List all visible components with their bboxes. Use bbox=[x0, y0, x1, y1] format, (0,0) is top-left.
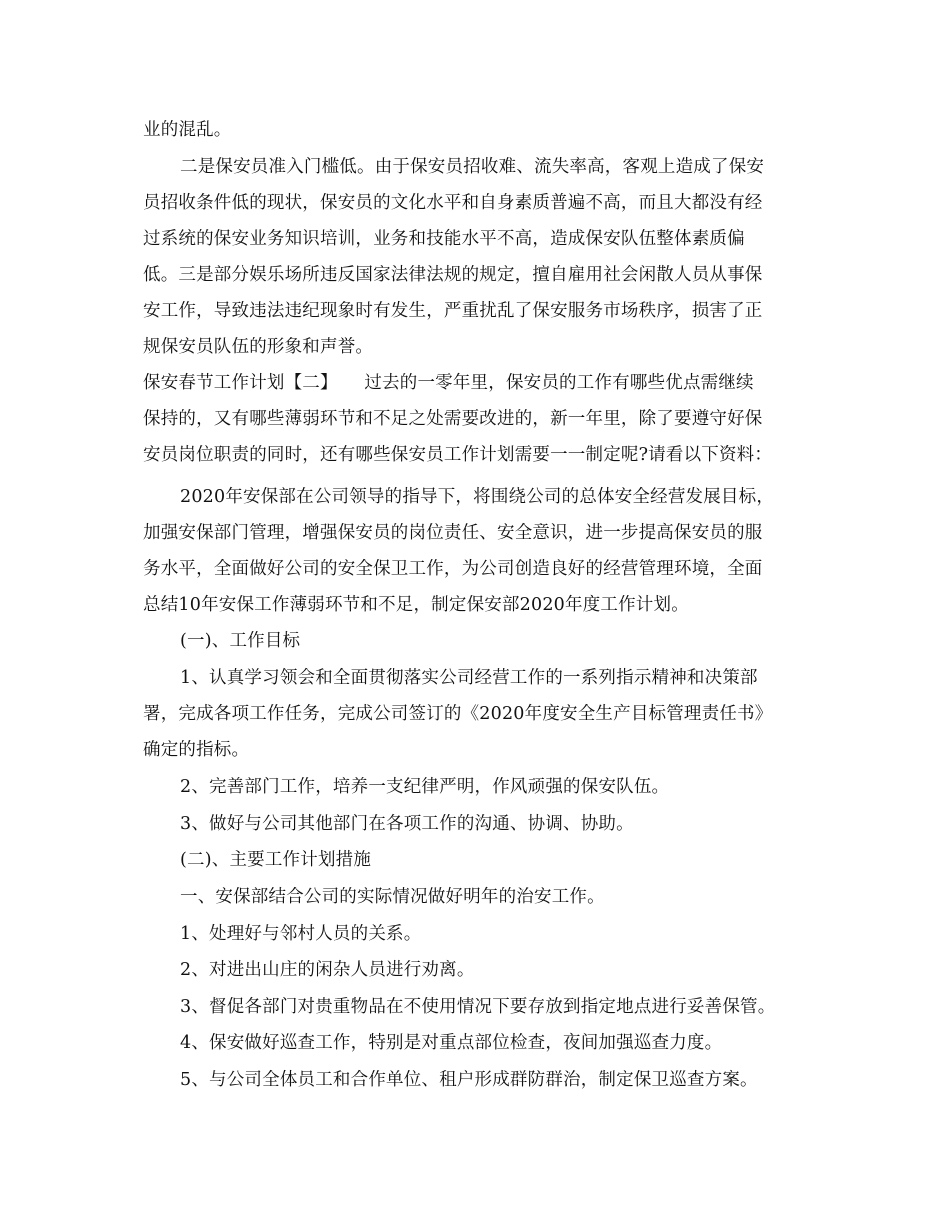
text-line-5: 低。三是部分娱乐场所违反国家法律法规的规定，擅自雇用社会闲散人员从事保 bbox=[143, 265, 763, 285]
text-line-4: 过系统的保安业务知识培训，业务和技能水平不高，造成保安队伍整体素质偏 bbox=[143, 229, 745, 249]
text-line-25: 3、督促各部门对贵重物品在不使用情况下要存放到指定地点进行妥善保管。 bbox=[180, 997, 776, 1017]
text-line-26: 4、保安做好巡查工作，特别是对重点部位检查，夜间加强巡查力度。 bbox=[180, 1033, 723, 1053]
text-line-2: 二是保安员准入门槛低。由于保安员招收难、流失率高，客观上造成了保安 bbox=[180, 157, 765, 177]
text-line-16: 1、认真学习领会和全面贯彻落实公司经营工作的一系列指示精神和决策部 bbox=[180, 668, 758, 688]
text-line-20: 3、做好与公司其他部门在各项工作的沟通、协调、协助。 bbox=[180, 814, 634, 834]
text-line-12: 加强安保部门管理，增强保安员的岗位责任、安全意识，进一步提高保安员的服 bbox=[143, 523, 763, 543]
text-line-9: 保持的，又有哪些薄弱环节和不足之处需要改进的，新一年里，除了要遵守好保 bbox=[143, 409, 763, 429]
text-line-23: 1、处理好与邻村人员的关系。 bbox=[180, 924, 422, 944]
section-heading-line: 保安春节工作计划【二】 过去的一零年里，保安员的工作有哪些优点需继续 bbox=[143, 373, 754, 393]
text-line-24: 2、对进出山庄的闲杂人员进行劝离。 bbox=[180, 960, 475, 980]
text-line-10: 安员岗位职责的同时，还有哪些保安员工作计划需要一一制定呢?请看以下资料： bbox=[143, 445, 773, 465]
subheading-work-goals: (一)、工作目标 bbox=[180, 631, 301, 651]
text-line-6: 安工作，导致违法违纪现象时有发生，严重扰乱了保安服务市场秩序，损害了正 bbox=[143, 301, 763, 321]
text-line-27: 5、与公司全体员工和合作单位、租户形成群防群治，制定保卫巡查方案。 bbox=[180, 1070, 758, 1090]
subheading-main-measures: (二)、主要工作计划措施 bbox=[180, 850, 372, 870]
text-line-13: 务水平，全面做好公司的安全保卫工作，为公司创造良好的经营管理环境，全面 bbox=[143, 559, 763, 579]
text-line-22: 一、安保部结合公司的实际情况做好明年的治安工作。 bbox=[180, 887, 605, 907]
text-line-18: 确定的指标。 bbox=[143, 740, 250, 760]
text-line-14: 总结10年安保工作薄弱环节和不足，制定保安部2020年度工作计划。 bbox=[143, 595, 689, 615]
text-line-1: 业的混乱。 bbox=[143, 120, 232, 140]
text-line-19: 2、完善部门工作，培养一支纪律严明，作风顽强的保安队伍。 bbox=[180, 777, 670, 797]
text-line-11: 2020年安保部在公司领导的指导下，将围绕公司的总体安全经营发展目标， bbox=[180, 487, 775, 507]
text-line-17: 署，完成各项工作任务，完成公司签订的《2020年度安全生产目标管理责任书》 bbox=[143, 704, 773, 724]
text-line-7: 规保安员队伍的形象和声誉。 bbox=[143, 337, 374, 357]
text-line-3: 员招收条件低的现状，保安员的文化水平和自身素质普遍不高，而且大都没有经 bbox=[143, 193, 763, 213]
